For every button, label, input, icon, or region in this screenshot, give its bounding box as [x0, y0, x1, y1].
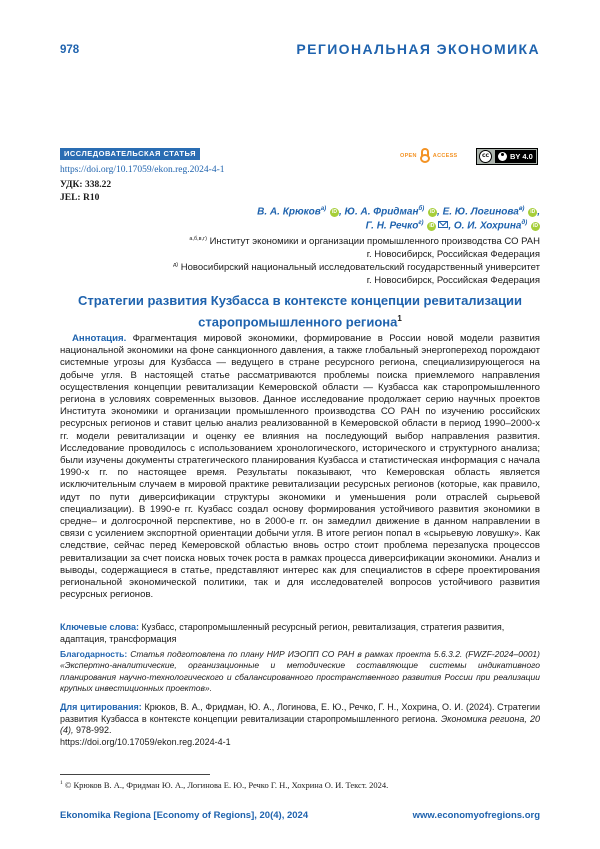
jel-code: JEL: R10 [60, 193, 100, 203]
affiliation-sup: д) [173, 262, 179, 268]
keywords [60, 622, 540, 645]
footnote-mark: 1 [60, 780, 63, 787]
author-sup: в) [518, 206, 525, 212]
author-sup: д) [521, 220, 528, 226]
title-line-1: Стратегии развития Кузбасса в контексте концепции ревитализации [77, 293, 523, 308]
footnote [60, 780, 388, 790]
footnote-text: © Крюков В. А., Фридман Ю. А., Логинова Е. Ю., Речко Г. Н., Хохрина О. И. Текст. 2024. [64, 780, 389, 790]
affiliation-1 [189, 233, 540, 261]
author-sup: а) [320, 206, 327, 212]
abstract-label: Аннотация. [72, 333, 127, 344]
affiliation-sup: а,б,в,г) [189, 236, 207, 242]
license-text: BY 4.0 [510, 152, 533, 161]
citation [60, 702, 540, 748]
orcid-icon[interactable]: iD [331, 209, 337, 216]
abstract [60, 333, 540, 601]
orcid-icon[interactable]: iD [430, 209, 435, 216]
open-access-label-right: ACCESS [432, 152, 458, 159]
affiliation-city: г. Новосибирск, Российская Федерация [366, 274, 540, 286]
author-name[interactable]: Г. Н. Речко [365, 220, 419, 232]
email-icon[interactable] [438, 221, 448, 228]
acknowledgments-text: Статья подготовлена по плану НИР ИЭОПП СО РАН в рамках проекта 5.6.3.2. (FWZF-2024–0001) «Экспертно-аналитические, организационные и методические составляющие системы индикативного планирования научно-технологического и сбалансированного пространственного развития России при реализации крупных инвестиционных проектов». [60, 649, 540, 694]
author-name[interactable]: Ю. А. Фридман [344, 206, 419, 218]
affiliation-city: г. Новосибирск, Российская Федерация [366, 248, 540, 260]
orcid-icon[interactable]: iD [429, 223, 435, 230]
author-sup: г) [418, 220, 424, 226]
footnote-rule [60, 774, 210, 775]
acknowledgments [60, 649, 540, 695]
author-name[interactable]: В. А. Крюков [257, 206, 321, 218]
creative-commons-icon: cc [479, 150, 492, 163]
citation-text: Крюков, В. А., Фридман, Ю. А., Логинова, Е. Ю., Речко, Г. Н., Хохрина, О. И. (2024). Стратегии развития Кузбасса в контексте концепции ревитализации старопромышленного региона. [60, 702, 540, 724]
page-number: 978 [60, 44, 80, 56]
orcid-icon[interactable]: iD [533, 223, 538, 230]
affiliation-name: Новосибирский национальный исследовательский государственный университет [180, 262, 540, 274]
article-title [60, 292, 540, 331]
doi-link[interactable]: https://doi.org/10.17059/ekon.reg.2024-4-1 [60, 165, 225, 175]
open-access-label-left: OPEN [400, 152, 417, 159]
open-access-lock-icon [420, 148, 430, 163]
footer-journal: Ekonomika Regiona [Economy of Regions], 20(4), 2024 [60, 810, 309, 821]
authors-line-2: Г. Н. Речко$^{г)}$ iD , О. И. Хохрина$^{д)}$ iD [365, 220, 538, 232]
cc-license-badge[interactable] [476, 148, 538, 165]
citation-journal: Экономика региона, 20 (4), [60, 713, 540, 735]
affiliation-2 [173, 259, 540, 287]
article-type-badge: ИССЛЕДОВАТЕЛЬСКАЯ СТАТЬЯ [60, 148, 200, 160]
keywords-text: Кузбасс, старопромышленный ресурсный регион, ревитализация, стратегия развития, адаптация, трансформация [60, 622, 505, 644]
authors-line-1: В. А. Крюков$^{а)}$ iD , Ю. А. Фридман$^{б)}$ iD , Е. Ю. Логинова$^{в)}$ iD , [257, 206, 540, 218]
udk-code: УДК: 338.22 [60, 180, 112, 190]
author-name[interactable]: Е. Ю. Логинова [442, 206, 519, 218]
open-access-badge[interactable] [400, 148, 458, 163]
affiliation-name: Институт экономики и организации промышленного производства СО РАН [209, 236, 540, 248]
person-icon [498, 152, 507, 161]
abstract-text: Фрагментация мировой экономики, формирование в России новой модели развития национальной экономики на фоне санкционного давления, а также глобальный энергопереход порождают системные угрозы для Кузбасса — ведущего в стране ресурсного региона, специализирующегося на добыче угля. В настоящей статье рассматриваются проблемы поиска приемлемого направления осуществления концепции ревитализации Кемеровской области — Кузбасса как старопромышленного региона в условиях современных вызовов. Данное исследование продолжает серию научных проектов Института экономики и организации промышленного производства СО РАН по изучению российских ресурсных регионов и ставит целью анализ реализованной в Кемеровской области в период 1990–2000-х гг. модели ревитализации и оценку ее влияния на последующий выбор направления развития. Исследование проводилось с использованием хронологического, исторического и структурного анализа; были изучены документы стратегического планирования Кузбасса и статистическая информация с начала 1990-х гг. по настоящее время. Результаты показывают, что Кемеровская область является исключительным случаем в мировой практике ревитализации ресурсных регионов (которые, как правило, идут по пути диверсификации структуры экономики и уменьшения роли отраслей сырьевой специализации). В 1990-е гг. Кузбасс создал основу формирования устойчивого развития экономики в средне– и долгосрочной перспективе, но в 2000-е гг. он замедлил движение в данном направлении в связи с усилением экспортной ориентации добычи угля. В итоге регион попал в «сырьевую ловушку». Как следствие, сейчас перед Кемеровской областью вновь остро стоит проблема перезапуска процессов ревитализации за счет поиска новых точек роста в рамках процесса диверсификации экономики. Анализ и выводы, содержащиеся в статье, представляют интерес как для специалистов в сфере проектирования региональной экономической политики, так и для исследователей вопросов устойчивого развития ресурсных регионов. [60, 333, 541, 601]
citation-doi[interactable]: https://doi.org/10.17059/ekon.reg.2024-4-1 [60, 736, 231, 747]
keywords-label: Ключевые слова: [60, 622, 140, 632]
citation-label: Для цитирования: [60, 702, 142, 712]
footer-website-link[interactable]: www.economyofregions.org [412, 810, 540, 821]
citation-pages: 978-992. [76, 725, 112, 735]
title-line-2: старопромышленного региона [198, 314, 398, 330]
author-name[interactable]: О. И. Хохрина [453, 220, 522, 232]
section-title: РЕГИОНАЛЬНАЯ ЭКОНОМИКА [296, 41, 540, 57]
author-sup: б) [418, 206, 425, 212]
acknowledgments-label: Благодарность: [60, 649, 128, 659]
orcid-icon[interactable]: iD [530, 209, 536, 216]
license-label [495, 150, 536, 163]
title-footnote-mark: 1 [397, 314, 402, 323]
